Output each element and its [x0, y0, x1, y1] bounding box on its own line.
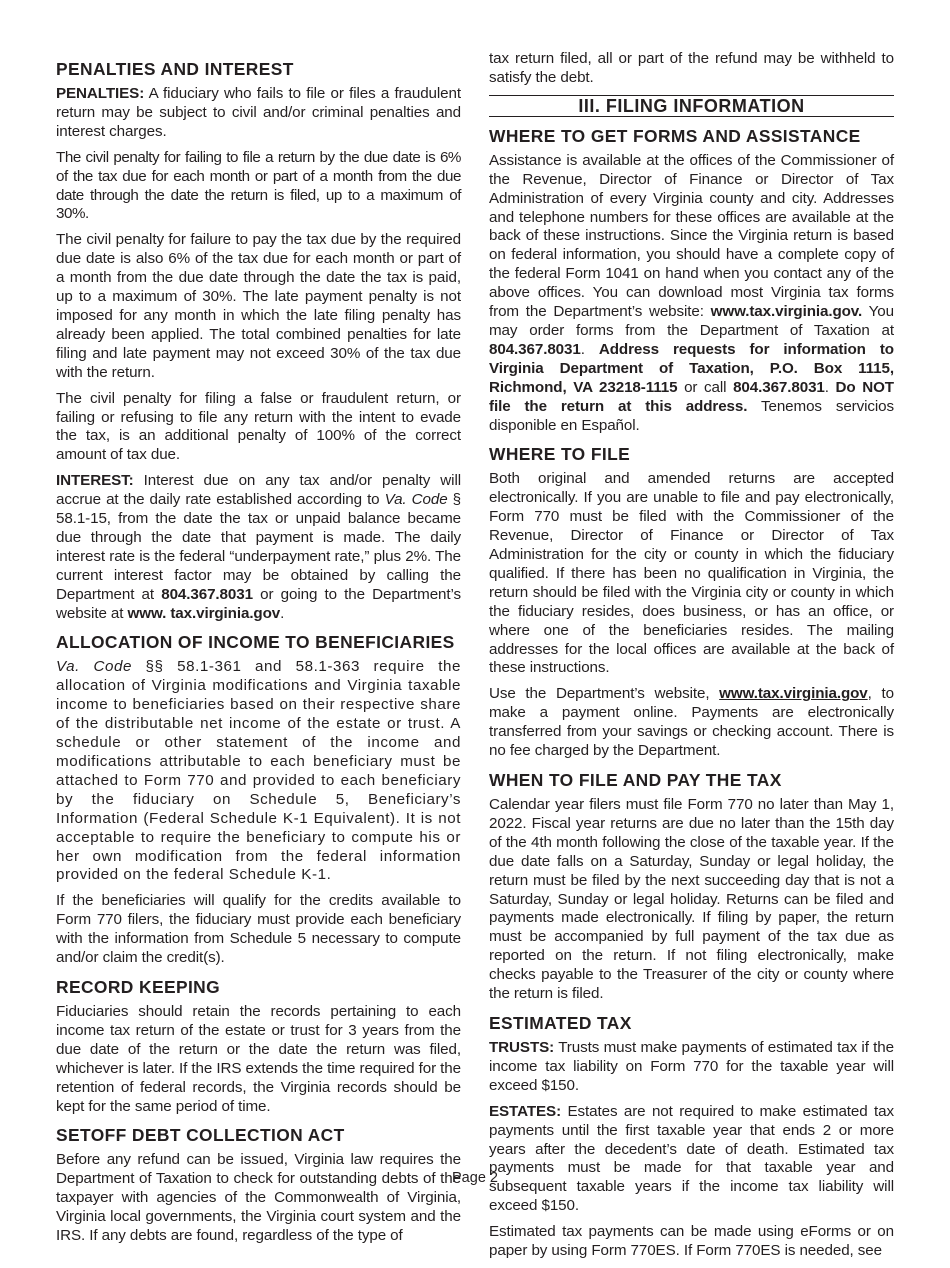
text-interest-a: Interest due on any tax and/or penalty will accrue at the daily rate established according to [56, 472, 461, 509]
paragraph-when-to-file: Calendar year filers must file Form 770 no later than May 1, 2022. Fiscal year returns are due no later than the 15th day of the 4th month following the close of the taxable year. If the due date falls on a Saturday, Sunday or legal holiday, the return must be filed by the next succeeding day that is not a Saturday, Sunday or legal holiday. Returns can be filed and payments made electronically. If filing by paper, the return must be accompanied by full payment of the tax due as reported on the return. If not filing electronically, make checks payable to the Treasurer of the city or county where the return is filed. [489, 796, 894, 1003]
paragraph-pay-online [489, 685, 894, 761]
paragraph-setoff: Before any refund can be issued, Virginia law requires the Department of Taxation to check for outstanding debts of the taxpayer with agencies of the Commonwealth of Virginia, Virginia local governments, the Virginia court system and the IRS. If any debts are found, regardless of the type of [56, 1151, 461, 1245]
text-estates: Estates are not required to make estimated tax payments until the first taxable year that ends 2 or more years after the decedent’s date of death. Estimated tax payments must be made for that taxable year and subsequent taxable years if the income tax liability will exceed $150. [489, 1102, 894, 1215]
phone-number: 804.367.8031 [489, 340, 581, 358]
phone-number-2: 804.367.8031 [733, 378, 825, 396]
paragraph-failure-to-file: The civil penalty for failing to file a return by the due date is 6% of the tax due for each month or part of a month from the due date through the date the return is filed, up to a maximum of 30%. [56, 148, 461, 223]
paragraph-where-to-file: Both original and amended returns are accepted electronically. If you are unable to file and pay electronically, Form 770 must be filed with the Commissioner of the Revenue, Director of Finance or Director of Tax Administration for the city or county in which the fiduciary qualified. If there has been no qualification in Virginia, the return should be filed with the Virginia city or county in which the fiduciary resides, does business, or has an office, or where one of the beneficiaries resides. The mailing addresses for the local offices are available at the back of these instructions. [489, 470, 894, 677]
citation-va-code: Va. Code [384, 491, 448, 509]
text-pay-b: , to make a payment online. Payments are electronically transferred from your savings or checking account. There is no fee charged by the Department. [489, 685, 894, 760]
text-forms-c: . [580, 340, 599, 358]
text-interest-end: . [280, 604, 285, 622]
section-heading-allocation: ALLOCATION OF INCOME TO BENEFICIARIES [56, 632, 455, 653]
phone-number: 804.367.8031 [161, 585, 253, 603]
section-heading-estimated-tax: ESTIMATED TAX [489, 1012, 632, 1033]
text-allocation: §§ 58.1-361 and 58.1-363 require the allocation of Virginia modifications and Virginia taxable income to beneficiaries based on their respective share of the distributable net income of the estate or trust. A schedule or other statement of the income and modifications attributable to each beneficiary must be attached to Form 770 and provided to each beneficiary by the fiduciary on Schedule 5, Beneficiary’s Information (Federal Schedule K-1 Equivalent). It is not acceptable to require the beneficiary to compute his or her own modification from the federal information provided on the federal Schedule K-1. [56, 658, 461, 884]
paragraph-setoff-continued: tax return filed, all or part of the refund may be withheld to satisfy the debt. [489, 50, 894, 86]
paragraph-allocation [56, 658, 461, 885]
text-interest-c: or going to the Department’s website at [56, 585, 462, 622]
section-heading-penalties-interest: PENALTIES AND INTEREST [56, 59, 294, 79]
text-penalties: A fiduciary who fails to file or files a fraudulent return may be subject to civil and/or criminal penalties and interest charges. [56, 85, 461, 140]
paragraph-record-keeping: Fiduciaries should retain the records pertaining to each income tax return of the estate or trust for 3 years from the due date of the return or the date the return was filed, whichever is later. If the IRS extends the time required for the retention of federal records, the Virginia records should be kept for the same period of time. [56, 1002, 461, 1115]
page-number: Page 2 [452, 1170, 498, 1186]
lead-penalties: PENALTIES: [56, 85, 145, 102]
citation-va-code: Va. Code [56, 658, 132, 676]
text-pay-a: Use the Department’s website, [489, 685, 720, 703]
paragraph-estates [489, 1103, 894, 1216]
section-heading-when-to-file: WHEN TO FILE AND PAY THE TAX [489, 770, 782, 790]
text-interest-b: § 58.1-15, from the date the tax or unpaid balance became due through the date that payment is made. The daily interest rate is the federal “underpayment rate,” plus 2%. The current interest factor may be obtained by calling the Department at [56, 491, 461, 603]
paragraph-penalties [56, 85, 461, 142]
lead-trusts: TRUSTS: [489, 1038, 555, 1056]
text-forms-a: Assistance is available at the offices of the Commissioner of the Revenue, Director of Finance or Director of Tax Administration of every Virginia county and city. Addresses and telephone numbers for these offices are available at the back of these instructions. Since the Virginia return is based on federal information, you should have a complete copy of the federal Form 1041 on hand when you contact any of the above offices. You can download most Virginia tax forms from the Department’s website: [489, 151, 894, 321]
mailing-address: Address requests for information to Virginia Department of Taxation, P.O. Box 1115, Richmond, VA 23218-1115 [489, 340, 894, 396]
text-forms-d: or call [677, 378, 734, 396]
website-link[interactable]: www.tax.virginia.gov [719, 685, 868, 703]
text-trusts: Trusts must make payments of estimated tax if the income tax liability on Form 770 for the taxable year will exceed $150. [489, 1038, 894, 1094]
website-address: www. tax.virginia.gov [127, 604, 281, 622]
section-heading-forms-assistance: WHERE TO GET FORMS AND ASSISTANCE [489, 125, 861, 146]
left-column [56, 50, 461, 1253]
text-forms-b: You may order forms from the Department of Taxation at [489, 303, 894, 339]
section-heading-record-keeping: RECORD KEEPING [56, 976, 221, 997]
part-heading-filing-information: III. FILING INFORMATION [489, 95, 894, 117]
section-heading-where-to-file: WHERE TO FILE [489, 444, 631, 465]
paragraph-fraudulent-return: The civil penalty for filing a false or fraudulent return, or failing or refusing to file any return with the intent to evade the tax, is an additional penalty of 100% of the correct amount of tax due. [56, 389, 461, 464]
lead-estates: ESTATES: [489, 1102, 562, 1120]
text-forms-e: . [824, 378, 836, 396]
paragraph-beneficiary-credits: If the beneficiaries will qualify for the credits available to Form 770 filers, the fiduciary must provide each beneficiary with the information from Schedule 5 necessary to compute and/or claim the credit(s). [56, 892, 461, 967]
warning-text: Do NOT file the return at this address. [489, 378, 894, 415]
website-address: www.tax.virginia.gov. [710, 303, 863, 321]
text-forms-f: Tenemos servicios disponible en Español. [489, 397, 894, 434]
paragraph-failure-to-pay: The civil penalty for failure to pay the tax due by the required due date is also 6% of the tax due for each month or part of a month from the due date through the date the tax is paid, up to a maximum of 30%. The late payment penalty is not imposed for any month in which the late filing penalty has already been applied. The total combined penalties for late filing and late payment may not exceed 30% of the tax due with the return. [56, 231, 461, 381]
paragraph-trusts [489, 1039, 894, 1096]
lead-interest: INTEREST: [56, 472, 134, 490]
right-column [489, 50, 894, 1268]
paragraph-estimated-payments: Estimated tax payments can be made using eForms or on paper by using Form 770ES. If Form 770ES is needed, see [489, 1223, 894, 1260]
paragraph-interest [56, 472, 461, 623]
paragraph-forms-assistance [489, 152, 894, 436]
section-heading-setoff: SETOFF DEBT COLLECTION ACT [56, 1125, 345, 1146]
